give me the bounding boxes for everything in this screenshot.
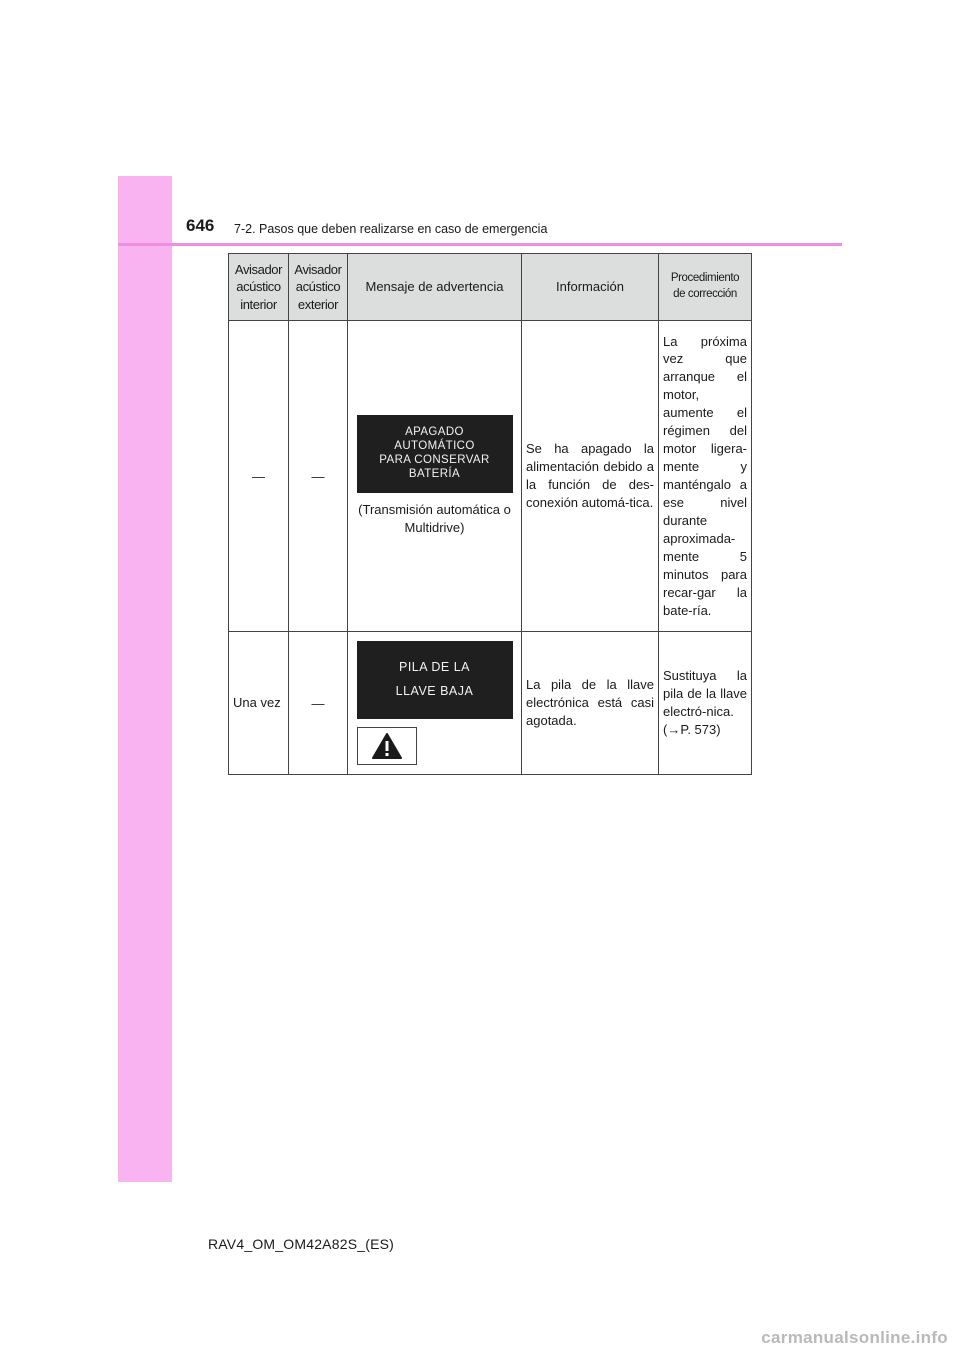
watermark: carmanualsonline.info	[761, 1328, 948, 1347]
warning-message-cell	[348, 321, 522, 632]
table-row	[229, 321, 752, 632]
section-title: 7-2. Pasos que deben realizarse en caso de emergencia	[234, 222, 548, 236]
information-cell: Se ha apagado la alimentación debido a la función de des-conexión automá-tica.	[522, 321, 659, 632]
table-header-row	[229, 254, 752, 321]
procedure-cell: La próxima vez que arranque el motor, aumente el régimen del motor ligera-mente y manténgalo a ese nivel durante aproximada-mente 5 minutos para recar-gar la bate-ría.	[659, 321, 752, 632]
warning-message-cell	[348, 632, 522, 775]
interior-buzzer-cell: Una vez	[229, 632, 289, 775]
header-rule	[118, 243, 842, 246]
procedure-cell: Sustituya la pila de la llave electró-nica. (→P. 573)	[659, 632, 752, 775]
column-header-procedure: Procedimiento de corrección	[659, 254, 752, 321]
document-footer: RAV4_OM_OM42A82S_(ES)	[208, 1236, 395, 1252]
column-header-exterior-buzzer: Avisador acústico exterior	[289, 254, 348, 321]
transmission-caption: (Transmisión automática o Multidrive)	[358, 502, 511, 535]
exterior-buzzer-cell: —	[289, 632, 348, 775]
information-cell: La pila de la llave electrónica está casi agotada.	[522, 632, 659, 775]
warning-triangle-icon	[357, 727, 417, 765]
exterior-buzzer-cell: —	[289, 321, 348, 632]
warning-message-table	[228, 253, 752, 775]
page-number: 646	[186, 216, 215, 235]
column-header-information: Información	[522, 254, 659, 321]
key-battery-low-display: PILA DE LA LLAVE BAJA	[357, 641, 513, 719]
column-header-interior-buzzer: Avisador acústico interior	[229, 254, 289, 321]
interior-buzzer-cell: —	[229, 321, 289, 632]
auto-power-off-display: APAGADO AUTOMÁTICO PARA CONSERVAR BATERÍA	[357, 415, 513, 493]
column-header-warning-message: Mensaje de advertencia	[348, 254, 522, 321]
table-row	[229, 632, 752, 775]
chapter-side-tab	[118, 176, 172, 1182]
page-reference: (→P. 573)	[663, 721, 721, 737]
